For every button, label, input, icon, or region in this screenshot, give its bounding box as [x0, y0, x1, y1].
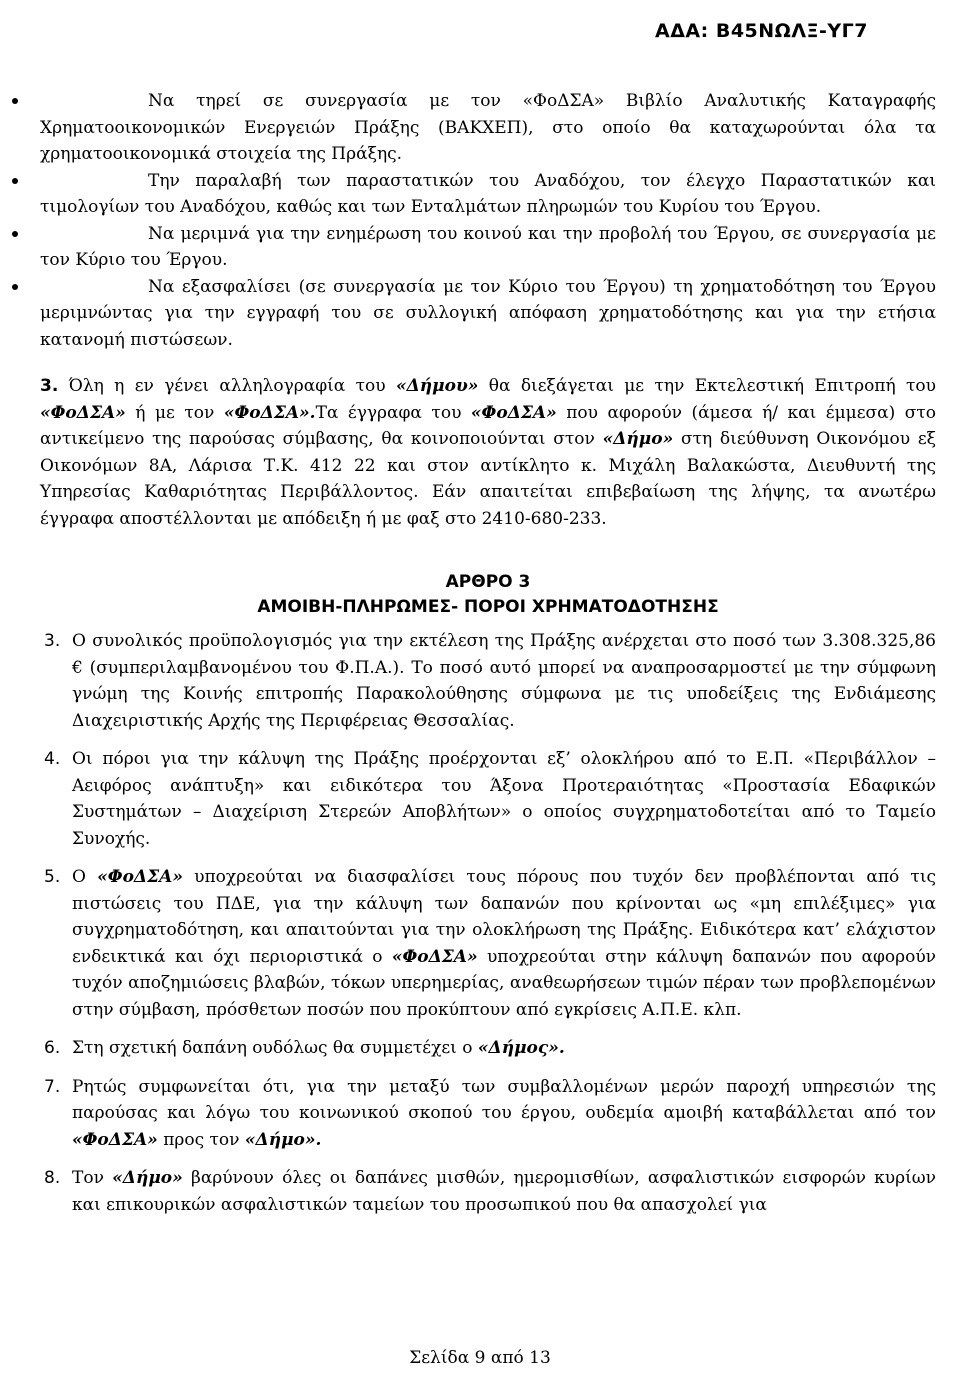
list-item	[40, 864, 936, 1023]
list-item	[40, 1035, 936, 1062]
text: στη διεύθυνση Οικονόμου εξ Οικονόμων 8Α, Λάρισα Τ.Κ. 412 22 και στον αντίκλητο κ. Μιχάλη Βαλακώστα, Διευθυντή της Υπηρεσίας Καθαριότητας Περιβάλλοντος. Εάν απαιτείται επιβεβαίωση της λήψης, τα ανωτέρω έγγραφα αποστέλλονται με απόδειξη ή με φαξ στο 2410-680-233.	[40, 429, 936, 529]
text: Τα έγγραφα του	[315, 402, 471, 423]
emphasis: «Δήμος».	[477, 1038, 565, 1058]
item-number: 3.	[44, 631, 61, 651]
emphasis: «ΦοΔΣΑ»	[40, 402, 126, 423]
article-subtitle: ΑΜΟΙΒΗ-ΠΛΗΡΩΜΕΣ- ΠΟΡΟΙ ΧΡΗΜΑΤΟΔΟΤΗΣΗΣ	[257, 597, 719, 617]
item-number: 6.	[44, 1038, 61, 1058]
item-number: 8.	[44, 1168, 61, 1188]
list-item	[40, 1074, 936, 1154]
list-item	[40, 628, 936, 734]
bullet-item: Να τηρεί σε συνεργασία με τον «ΦοΔΣΑ» Βιβλίο Αναλυτικής Καταγραφής Χρηματοοικονομικών Ενεργειών Πράξης (ΒΑΚΧΕΠ), στο οποίο θα καταχωρούνται όλα τα χρηματοοικονομικά στοιχεία της Πράξης.	[40, 88, 936, 168]
text: θα διεξάγεται με την Εκτελεστική Επιτροπή του	[478, 376, 936, 396]
paragraph-number: 3.	[40, 376, 59, 396]
page-footer: Σελίδα 9 από 13	[409, 1348, 551, 1368]
item-number: 4.	[44, 749, 61, 769]
emphasis: «ΦοΔΣΑ»	[470, 402, 557, 423]
paragraph-3	[40, 373, 936, 532]
emphasis: «ΦοΔΣΑ»	[72, 1129, 158, 1150]
bullet-item: Να μεριμνά για την ενημέρωση του κοινού και την προβολή του Έργου, σε συνεργασία με τον Κύριο του Έργου.	[40, 221, 936, 274]
text: που αφορούν (άμεσα ή/ και έμμεσα) στο αντικείμενο της παρούσας σύμβασης, θα κοινοποιούνται στον	[40, 402, 936, 449]
article-title: ΑΡΘΡΟ 3	[445, 572, 531, 592]
item-text: βαρύνουν όλες οι δαπάνες μισθών, ημερομισθίων, ασφαλιστικών εισφορών κυρίων και επικουρικών ασφαλιστικών ταμείων του προσωπικού που θα απασχολεί για	[72, 1168, 936, 1215]
bullet-list	[40, 88, 936, 353]
emphasis: «Δήμο».	[244, 1129, 322, 1150]
ada-code: ΑΔΑ: Β45ΝΩΛΞ-ΥΓ7	[655, 20, 868, 42]
text: Όλη η εν γένει αλληλογραφία του	[58, 376, 396, 396]
document-body	[40, 88, 936, 1230]
item-text: Οι πόροι για την κάλυψη της Πράξης προέρχονται εξ’ ολοκλήρου από το Ε.Π. «Περιβάλλον – Αειφόρος ανάπτυξη» και ειδικότερα του Άξονα Προτεραιότητας «Προστασία Εδαφικών Συστημάτων – Διαχείριση Στερεών Αποβλήτων» ο οποίος συγχρηματοδοτείται από το Ταμείο Συνοχής.	[72, 749, 936, 849]
list-item	[40, 746, 936, 852]
item-number: 5.	[44, 867, 61, 887]
item-text: Ο	[72, 867, 98, 887]
item-text: Ρητώς συμφωνείται ότι, για την μεταξύ των συμβαλλομένων μερών παροχή υπηρεσιών της παρούσας και λόγω του κοινωνικού σκοπού του έργου, ουδεμία αμοιβή καταβάλλεται από τον	[72, 1076, 936, 1123]
emphasis: «ΦοΔΣΑ»	[97, 867, 183, 887]
bullet-item: Να εξασφαλίσει (σε συνεργασία με τον Κύριο του Έργου) τη χρηματοδότηση του Έργου μεριμνώντας για την εγγραφή του σε συλλογική απόφαση χρηματοδότησης και για την ετήσια κατανομή πιστώσεων.	[40, 274, 936, 354]
emphasis: «Δήμο»	[602, 429, 674, 449]
article-heading	[40, 570, 936, 620]
item-text: υποχρεούται στην κάλυψη δαπανών που αφορούν τυχόν αποζημιώσεις βλαβών, τόκων υπερημερίας, αναθεωρήσεων τιμών πέραν των προβλεπομένων στην σύμβαση, πρόσθετων ποσών που προκύπτουν από εγκρίσεις Α.Π.Ε. κλπ.	[72, 946, 936, 1020]
numbered-list	[40, 628, 936, 1218]
emphasis: «ΦοΔΣΑ».	[223, 402, 316, 423]
item-number: 7.	[44, 1076, 61, 1097]
item-text: Τον	[72, 1168, 113, 1188]
emphasis: «Δήμο»	[112, 1168, 183, 1188]
text: ή με τον	[125, 402, 224, 423]
bullet-item: Την παραλαβή των παραστατικών του Αναδόχου, τον έλεγχο Παραστατικών και τιμολογίων του Αναδόχου, καθώς και των Ενταλμάτων πληρωμών του Κυρίου του Έργου.	[40, 168, 936, 221]
list-item	[40, 1165, 936, 1218]
item-text: προς τον	[157, 1129, 245, 1150]
emphasis: «ΦοΔΣΑ»	[391, 946, 478, 967]
item-text: Ο συνολικός προϋπολογισμός για την εκτέλεση της Πράξης ανέρχεται στο ποσό των 3.308.325,86 € (συμπεριλαμβανομένου του Φ.Π.Α.). Το ποσό αυτό μπορεί να αναπροσαρμοστεί με την σύμφωνη γνώμη της Κοινής επιτροπής Παρακολούθησης σύμφωνα με τις υποδείξεις της Ενδιάμεσης Διαχειριστικής Αρχής της Περιφέρειας Θεσσαλίας.	[72, 631, 936, 731]
item-text: υποχρεούται να διασφαλίσει τους πόρους που τυχόν δεν προβλέπονται από τις πιστώσεις του ΠΔΕ, για την κάλυψη των δαπανών που κρίνονται ως «μη επιλέξιμες» για συγχρηματοδότηση, και απαιτούνται για την ολοκλήρωση της Πράξης. Ειδικότερα κατ’ ελάχιστον ενδεικτικά και όχι περιοριστικά ο	[72, 867, 937, 967]
item-text: Στη σχετική δαπάνη ουδόλως θα συμμετέχει ο	[72, 1038, 478, 1058]
emphasis: «Δήμου»	[395, 376, 479, 396]
